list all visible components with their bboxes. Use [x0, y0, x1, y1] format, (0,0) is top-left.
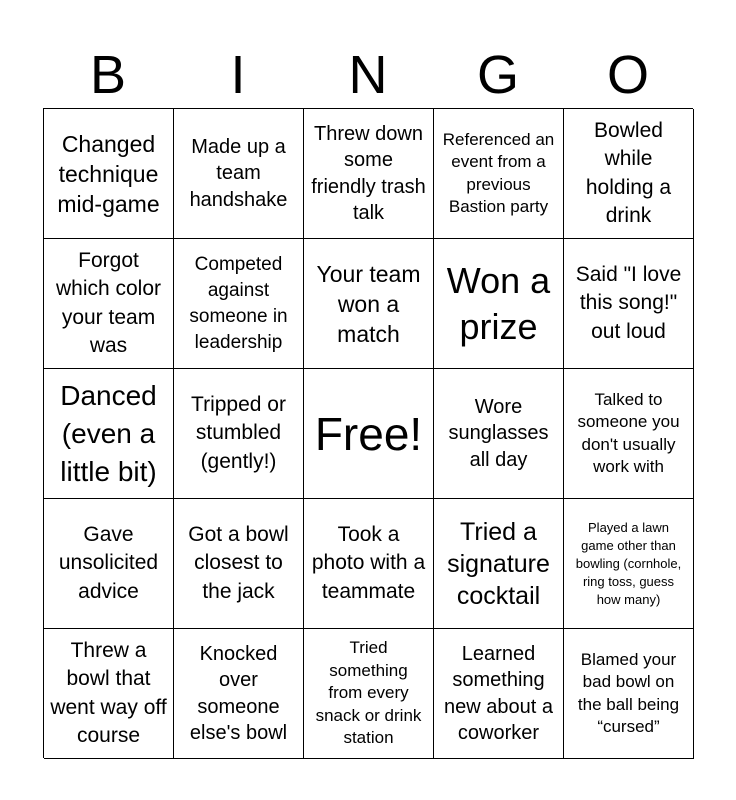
header-letter-b: B	[89, 45, 127, 105]
cell-text: Said "I love this song!" out loud	[575, 262, 682, 343]
cell-text: Tried a signature cocktail	[447, 517, 550, 610]
bingo-cell[interactable]	[44, 629, 174, 759]
cell-text: Bowled while holding a drink	[585, 118, 672, 227]
cell-text: Made up a team handshake	[189, 135, 288, 211]
bingo-cell[interactable]	[304, 109, 434, 239]
cell-text: Free!	[314, 407, 423, 460]
header-letter-i: I	[230, 45, 246, 105]
cell-text: Danced (even a little bit)	[60, 379, 157, 487]
bingo-cell[interactable]	[564, 369, 694, 499]
cell-text: Got a bowl closest to the jack	[188, 522, 289, 603]
bingo-cell[interactable]	[44, 369, 174, 499]
cell-text: Blamed your bad bowl on the ball being “cursed”	[577, 649, 680, 736]
bingo-cell[interactable]	[174, 499, 304, 629]
bingo-cell[interactable]	[564, 239, 694, 369]
bingo-header	[43, 44, 693, 106]
bingo-cell[interactable]	[304, 239, 434, 369]
bingo-cell[interactable]	[564, 629, 694, 759]
cell-text: Played a lawn game other than bowling (cornhole, ring toss, guess how many)	[575, 519, 682, 607]
cell-text: Wore sunglasses all day	[448, 395, 549, 471]
bingo-cell[interactable]	[304, 629, 434, 759]
header-letter-g: G	[476, 45, 519, 105]
bingo-cell[interactable]	[434, 109, 564, 239]
cell-text: Your team won a match	[316, 260, 421, 347]
cell-text: Threw down some friendly trash talk	[311, 122, 426, 224]
bingo-cell[interactable]	[174, 109, 304, 239]
cell-text: Forgot which color your team was	[55, 248, 162, 357]
bingo-grid	[43, 108, 693, 758]
cell-text: Knocked over someone else's bowl	[189, 642, 288, 744]
cell-text: Gave unsolicited advice	[58, 522, 159, 603]
bingo-cell[interactable]	[174, 239, 304, 369]
cell-text: Talked to someone you don't usually work with	[577, 389, 680, 476]
cell-text: Learned something new about a coworker	[444, 642, 553, 744]
bingo-cell[interactable]	[304, 499, 434, 629]
cell-text: Took a photo with a teammate	[311, 522, 426, 603]
header-letter-n: N	[348, 45, 388, 105]
cell-text: Won a prize	[446, 259, 551, 347]
bingo-cell[interactable]	[564, 499, 694, 629]
cell-text: Referenced an event from a previous Bastion party	[442, 129, 555, 216]
bingo-cell[interactable]	[44, 109, 174, 239]
header-letter-o: O	[606, 45, 649, 105]
bingo-cell[interactable]	[434, 239, 564, 369]
cell-text: Competed against someone in leadership	[189, 253, 288, 353]
bingo-cell[interactable]	[44, 499, 174, 629]
cell-text: Tripped or stumbled (gently!)	[191, 392, 286, 473]
bingo-cell[interactable]	[174, 369, 304, 499]
cell-text: Threw a bowl that went way off course	[50, 638, 167, 747]
bingo-cell[interactable]	[44, 239, 174, 369]
cell-text: Changed technique mid-game	[57, 130, 160, 217]
bingo-cell[interactable]	[174, 629, 304, 759]
bingo-cell[interactable]	[564, 109, 694, 239]
bingo-cell[interactable]	[434, 629, 564, 759]
bingo-cell[interactable]	[434, 369, 564, 499]
free-space[interactable]	[304, 369, 434, 499]
cell-text: Tried something from every snack or drink station	[315, 638, 422, 748]
bingo-cell[interactable]	[434, 499, 564, 629]
